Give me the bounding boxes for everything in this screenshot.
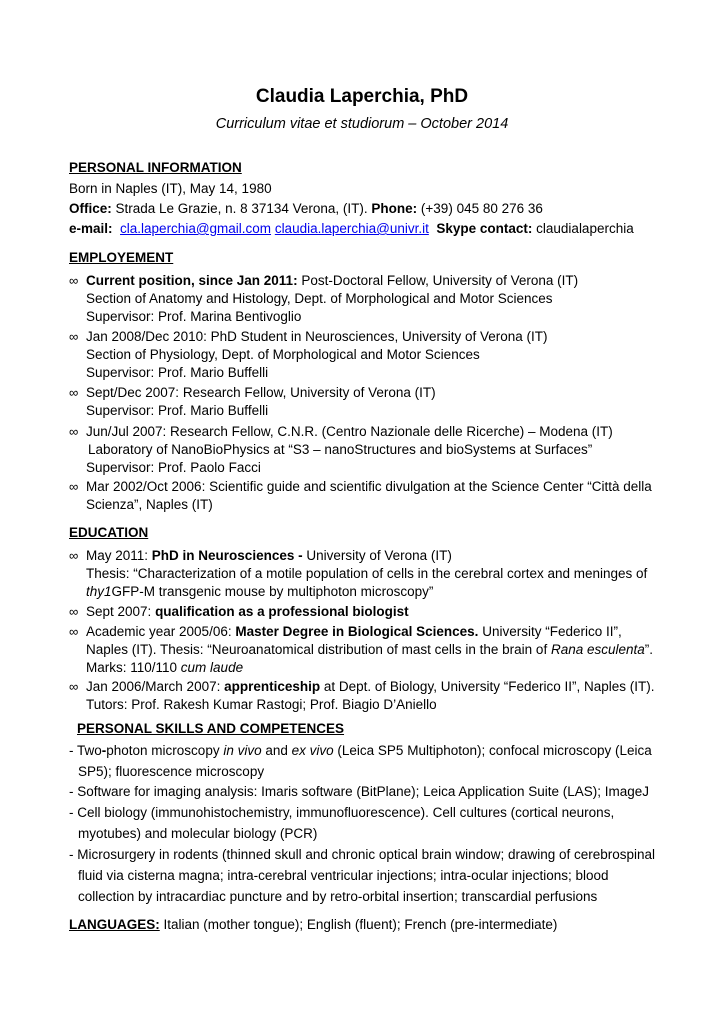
- infinity-bullet-icon: ∞: [69, 424, 79, 439]
- skill-item: [69, 802, 679, 844]
- skype-label: Skype contact:: [436, 221, 533, 236]
- infinity-bullet-icon: ∞: [69, 604, 79, 619]
- languages-value: Italian (mother tongue); English (fluent); French (pre-intermediate): [159, 917, 558, 932]
- skill-text: photon microscopy: [106, 743, 224, 758]
- employment-supervisor: Supervisor: Prof. Paolo Facci: [86, 460, 261, 475]
- employment-heading: EMPLOYEMENT: [69, 250, 174, 265]
- employment-detail: Laboratory of NanoBioPhysics at “S3 – nanoStructures and bioSystems at Surfaces”: [88, 442, 593, 457]
- education-marks: Marks: 110/110: [86, 660, 181, 675]
- skill-italic: ex vivo: [291, 743, 334, 758]
- education-date: Academic year 2005/06:: [86, 624, 236, 639]
- education-item: [69, 547, 669, 601]
- contact-line: [69, 220, 634, 238]
- skill-text: and: [261, 743, 292, 758]
- education-thesis-italic: thy1: [86, 584, 112, 599]
- education-date: Sept 2007:: [86, 604, 156, 619]
- email-label: e-mail:: [69, 221, 113, 236]
- education-degree: PhD in Neurosciences -: [151, 548, 303, 563]
- employment-supervisor: Supervisor: Prof. Mario Buffelli: [86, 365, 269, 380]
- education-thesis: Thesis: “Characterization of a motile population of cells in the cerebral cortex and meninges of: [86, 566, 648, 581]
- employment-supervisor: Supervisor: Prof. Mario Buffelli: [86, 403, 269, 418]
- office-value: Strada Le Grazie, n. 8 37134 Verona, (IT).: [111, 201, 372, 216]
- skill-text-cont: myotubes) and molecular biology (PCR): [78, 826, 318, 841]
- infinity-bullet-icon: ∞: [69, 548, 79, 563]
- languages-heading: LANGUAGES:: [69, 917, 160, 932]
- education-institution: University “Federico II”,: [478, 624, 622, 639]
- skill-text: - Microsurgery in rodents (thinned skull and chronic optical brain window; drawing of cerebrospinal: [69, 847, 656, 862]
- page-title: Claudia Laperchia, PhD: [255, 86, 469, 107]
- employment-detail: Scienza”, Naples (IT): [86, 497, 213, 512]
- skill-item: [69, 844, 679, 907]
- skill-item: [69, 740, 679, 782]
- education-apprenticeship: apprenticeship: [224, 679, 321, 694]
- employment-date: Current position, since Jan 2011:: [86, 273, 298, 288]
- employment-item: [69, 384, 669, 420]
- education-thesis-end: ”.: [644, 642, 654, 657]
- employment-detail: Section of Physiology, Dept. of Morphological and Motor Sciences: [86, 347, 480, 362]
- skills-heading: PERSONAL SKILLS AND COMPETENCES: [77, 721, 345, 736]
- education-degree: Master Degree in Biological Sciences.: [235, 624, 479, 639]
- skill-text: - Two: [69, 743, 102, 758]
- education-institution: University of Verona (IT): [302, 548, 452, 563]
- phone-value: (+39) 045 80 276 36: [417, 201, 543, 216]
- employment-position: Post-Doctoral Fellow, University of Verona (IT): [297, 273, 579, 288]
- skill-text: - Software for imaging analysis: Imaris software (BitPlane); Leica Application Suite (LAS); ImageJ: [69, 784, 649, 799]
- education-date: Jan 2006/March 2007:: [86, 679, 225, 694]
- employment-supervisor: Supervisor: Prof. Marina Bentivoglio: [86, 309, 302, 324]
- education-institution: at Dept. of Biology, University “Federico II”, Naples (IT).: [320, 679, 655, 694]
- education-tutors: Tutors: Prof. Rakesh Kumar Rastogi; Prof. Biagio D’Aniello: [86, 697, 437, 712]
- education-qualification: qualification as a professional biologist: [155, 604, 409, 619]
- email-link-gmail[interactable]: cla.laperchia@gmail.com: [120, 221, 272, 236]
- languages-line: [69, 916, 557, 934]
- employment-position: Jun/Jul 2007: Research Fellow, C.N.R. (Centro Nazionale delle Ricerche) – Modena (IT): [86, 424, 613, 439]
- skill-text-cont: SP5); fluorescence microscopy: [78, 764, 265, 779]
- infinity-bullet-icon: ∞: [69, 385, 79, 400]
- education-heading: EDUCATION: [69, 525, 149, 540]
- birth-info: Born in Naples (IT), May 14, 1980: [69, 181, 272, 196]
- infinity-bullet-icon: ∞: [69, 679, 79, 694]
- education-honors: cum laude: [180, 660, 244, 675]
- skill-item: [69, 781, 679, 802]
- skype-value: claudialaperchia: [532, 221, 634, 236]
- education-thesis: Naples (IT). Thesis: “Neuroanatomical distribution of mast cells in the brain of: [86, 642, 551, 657]
- skill-text: (Leica SP5 Multiphoton); confocal microscopy (Leica: [333, 743, 652, 758]
- skill-dash: -: [101, 743, 107, 758]
- infinity-bullet-icon: ∞: [69, 329, 79, 344]
- skill-italic: in vivo: [223, 743, 262, 758]
- email-link-univr[interactable]: claudia.laperchia@univr.it: [274, 221, 429, 236]
- personal-info-heading: PERSONAL INFORMATION: [69, 160, 242, 175]
- page-subtitle: Curriculum vitae et studiorum – October 2014: [215, 116, 509, 132]
- employment-item: [69, 478, 669, 514]
- employment-item: [69, 328, 669, 382]
- infinity-bullet-icon: ∞: [69, 273, 79, 288]
- employment-position: Sept/Dec 2007: Research Fellow, University of Verona (IT): [86, 385, 436, 400]
- infinity-bullet-icon: ∞: [69, 624, 79, 639]
- education-item: [69, 623, 669, 677]
- education-thesis-cont: GFP-M transgenic mouse by multiphoton microscopy”: [111, 584, 434, 599]
- education-thesis-italic: Rana esculenta: [550, 642, 645, 657]
- education-date: May 2011:: [86, 548, 152, 563]
- office-line: [69, 200, 543, 218]
- office-label: Office:: [69, 201, 112, 216]
- employment-position: Mar 2002/Oct 2006: Scientific guide and scientific divulgation at the Science Center “Città della: [86, 479, 652, 494]
- employment-item: [69, 272, 669, 326]
- employment-position: Jan 2008/Dec 2010: PhD Student in Neurosciences, University of Verona (IT): [86, 329, 548, 344]
- phone-label: Phone:: [371, 201, 418, 216]
- education-item: [69, 603, 669, 621]
- employment-detail: Section of Anatomy and Histology, Dept. of Morphological and Motor Sciences: [86, 291, 553, 306]
- skill-text: - Cell biology (immunohistochemistry, immunofluorescence). Cell cultures (cortical neurons,: [69, 805, 615, 820]
- infinity-bullet-icon: ∞: [69, 479, 79, 494]
- skill-text-cont: fluid via cisterna magna; intra-cerebral ventricular injections; intra-ocular injections; blood: [78, 868, 609, 883]
- skill-text-cont: collection by intracardiac puncture and by retro-orbital insertion; transcardial perfusions: [78, 889, 598, 904]
- education-item: [69, 678, 669, 714]
- employment-item: [69, 423, 669, 477]
